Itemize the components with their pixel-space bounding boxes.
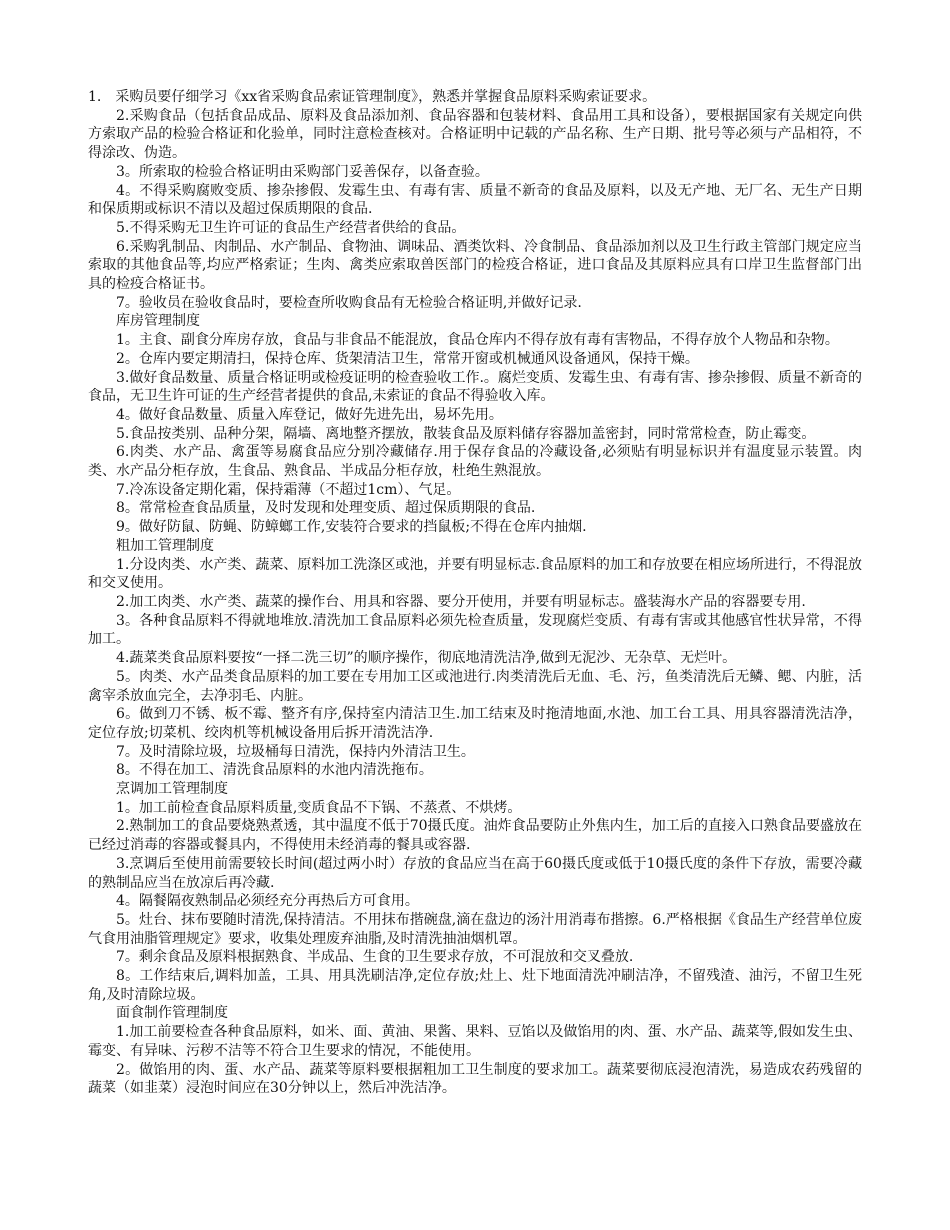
- paragraph: 3.烹调后至使用前需要较长时间(超过两小时）存放的食品应当在高于60摄氏度或低于10摄氏度的条件下存放，需要冷藏的熟制品应当在放凉后再冷藏.: [88, 855, 862, 891]
- paragraph: 9。做好防鼠、防蝇、防蟑螂工作,安装符合要求的挡鼠板;不得在仓库内抽烟.: [116, 519, 587, 536]
- section-heading: 面食制作管理制度: [116, 1005, 228, 1022]
- section-heading: 粗加工管理制度: [116, 537, 214, 554]
- paragraph: 7。剩余食品及原料根据熟食、半成品、生食的卫生要求存放，不可混放和交叉叠放.: [116, 949, 634, 966]
- paragraph: 4。做好食品数量、质量入库登记，做好先进先出，易坏先用。: [116, 406, 503, 423]
- paragraph: 2.加工肉类、水产类、蔬菜的操作台、用具和容器、要分开使用，并要有明显标志。盛装海水产品的容器要专用.: [116, 593, 806, 610]
- paragraph: 5。肉类、水产品类食品原料的加工要在专用加工区或池进行.肉类清洗后无血、毛、污，鱼类清洗后无鳞、鳃、内脏，活禽宰杀放血完全，去净羽毛、内脏。: [88, 668, 862, 704]
- paragraph: 7。验收员在验收食品时，要检查所收购食品有无检验合格证明,并做好记录.: [116, 294, 582, 311]
- section-heading: 烹调加工管理制度: [116, 781, 228, 798]
- paragraph: 6.肉类、水产品、禽蛋等易腐食品应分别冷藏储存.用于保存食品的冷藏设备,必须贴有明显标识并有温度显示装置。肉类、水产品分柜存放，生食品、熟食品、半成品分柜存放，杜绝生熟混放。: [88, 444, 862, 480]
- paragraph: 1。主食、副食分库房存放，食品与非食品不能混放，食品仓库内不得存放有毒有害物品，不得存放个人物品和杂物。: [116, 332, 839, 349]
- paragraph: 2.采购食品（包括食品成品、原料及食品添加剂、食品容器和包装材料、食品用工具和设备），要根据国家有关规定向供方索取产品的检验合格证和化验单，同时注意检查核对。合格证明中记载的产品名称、生产日期、批号等必须与产品相符，不得涂改、伪造。: [88, 107, 862, 162]
- paragraph: 5。灶台、抹布要随时清洗,保持清洁。不用抹布揩碗盘,滴在盘边的汤汁用消毒布揩擦。6.严格根据《食品生产经营单位废气食用油脂管理规定》要求，收集处理废弃油脂,及时清洗抽油烟机罩。: [88, 911, 862, 947]
- paragraph: 2。做馅用的肉、蛋、水产品、蔬菜等原料要根据粗加工卫生制度的要求加工。蔬菜要彻底浸泡清洗，易造成农药残留的蔬菜（如韭菜）浸泡时间应在30分钟以上，然后冲洗洁净。: [88, 1061, 862, 1097]
- paragraph: 7。及时清除垃圾，垃圾桶每日清洗，保持内外清洁卫生。: [116, 743, 475, 760]
- paragraph: 1.分设肉类、水产类、蔬菜、原料加工洗涤区或池，并要有明显标志.食品原料的加工和存放要在相应场所进行，不得混放和交叉使用。: [88, 556, 862, 592]
- paragraph: 4.蔬菜类食品原料要按“一择二洗三切”的顺序操作，彻底地清洗洁净,做到无泥沙、无杂草、无烂叶。: [116, 650, 737, 667]
- paragraph: 7.冷冻设备定期化霜，保持霜薄（不超过1cm）、气足。: [116, 481, 461, 498]
- paragraph: 8。不得在加工、清洗食品原料的水池内清洗拖布。: [116, 762, 433, 779]
- paragraph: 6。做到刀不锈、板不霉、整齐有序,保持室内清洁卫生.加工结束及时拖清地面,水池、加工台工具、用具容器清洗洁净，定位存放;切菜机、绞肉机等机械设备用后拆开清洗洁净.: [88, 706, 862, 741]
- paragraph: 1. 采购员要仔细学习《xx省采购食品索证管理制度》，熟悉并掌握食品原料采购索证要求。: [88, 89, 657, 105]
- paragraph: 5.食品按类别、品种分架，隔墙、离地整齐摆放，散装食品及原料储存容器加盖密封，同时常常检查，防止霉变。: [116, 425, 816, 442]
- paragraph: 4。不得采购腐败变质、掺杂掺假、发霉生虫、有毒有害、质量不新奇的食品及原料，以及无产地、无厂名、无生产日期和保质期或标识不清以及超过保质期限的食品.: [88, 182, 862, 218]
- paragraph: 2.熟制加工的食品要烧熟煮透，其中温度不低于70摄氏度。油炸食品要防止外焦内生，加工后的直接入口熟食品要盛放在已经过消毒的容器或餐具内，不得使用未经消毒的餐具或容器.: [88, 818, 862, 854]
- section-heading: 库房管理制度: [116, 313, 200, 330]
- paragraph: 4。隔餐隔夜熟制品必须经充分再热后方可食用。: [116, 893, 419, 910]
- paragraph: 8。常常检查食品质量，及时发现和处理变质、超过保质期限的食品.: [116, 500, 536, 517]
- paragraph: 3。各种食品原料不得就地堆放.清洗加工食品原料必须先检查质量，发现腐烂变质、有毒有害或其他感官性状异常，不得加工。: [88, 612, 862, 648]
- paragraph: 1.加工前要检查各种食品原料，如米、面、黄油、果酱、果料、豆馅以及做馅用的肉、蛋、水产品、蔬菜等,假如发生虫、霉变、有异味、污秽不洁等不符合卫生要求的情况，不能使用。: [88, 1024, 862, 1059]
- paragraph: 6.采购乳制品、肉制品、水产制品、食物油、调味品、酒类饮料、冷食制品、食品添加剂以及卫生行政主管部门规定应当索取的其他食品等,均应严格索证；生肉、禽类应索取兽医部门的检疫合格证，进口食品及其原料应具有口岸卫生监督部门出具的检疫合格证书。: [88, 238, 862, 293]
- paragraph: 1。加工前检查食品原料质量,变质食品不下锅、不蒸煮、不烘烤。: [116, 799, 522, 816]
- paragraph: 3。所索取的检验合格证明由采购部门妥善保存，以备查验。: [116, 163, 489, 180]
- paragraph: 5.不得采购无卫生许可证的食品生产经营者供给的食品。: [116, 219, 466, 236]
- paragraph: 8。工作结束后,调料加盖，工具、用具洗刷洁净,定位存放;灶上、灶下地面清洗冲刷洁净，不留残渣、油污，不留卫生死角,及时清除垃圾。: [88, 968, 862, 1003]
- paragraph: 3.做好食品数量、质量合格证明或检疫证明的检查验收工作.。腐烂变质、发霉生虫、有毒有害、掺杂掺假、质量不新奇的食品，无卫生许可证的生产经营者提供的食品,未索证的食品不得验收入库。: [88, 369, 862, 405]
- paragraph: 2。仓库内要定期清扫，保持仓库、货架清洁卫生，常常开窗或机械通风设备通风，保持干燥。: [116, 350, 699, 367]
